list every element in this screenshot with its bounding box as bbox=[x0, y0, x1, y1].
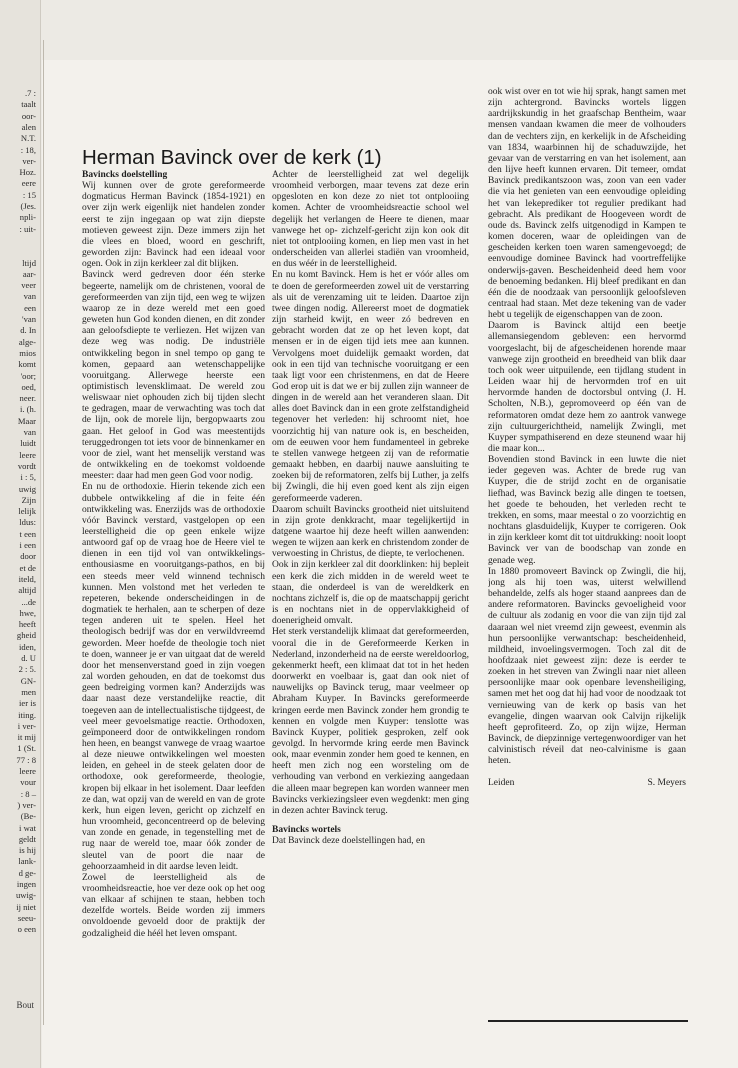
col3-paragraph-3: Bovendien stond Bavinck in een luwte die niet ieder gegeven was. Achter de brede rug van Kuyper, die de strijd zocht en de organisatie liefhad, was Bavinck bezig alle dingen te toetsen, het goede te behouden, het verleden recht te trekken, en soms, maar meestal o zo voorzichtig en nochtans glasduidelijk, Kuyper te corrigeren. Ook in zijn kerkleer komt dit tot uitdrukking: nooit loopt Bavinck ver van de boodschap van zonde en genade weg. bbox=[488, 455, 686, 566]
margin-fragment: ver- bbox=[22, 155, 36, 166]
margin-fragment: uwig bbox=[18, 483, 36, 494]
margin-fragment: luidt bbox=[20, 438, 36, 449]
col2-paragraph-5: Het sterk verstandelijk klimaat dat gereformeerden, vooral die in de Gereformeerde Kerken in Nederland, inzonderheid na de eerste wereldoorlog, gekenmerkt heeft, een klimaat dat tot in het heden doorwerkt en voelbaar is, gaat dan ook niet of nauwelijks op Bavinck terug, maar veelmeer op Abraham Kuyper. In Bavincks gereformeerde kringen eerde men Bavinck zonder hem grondig te kennen en volgde men Kuyper: tenslotte was Bavinck Kuyper, politiek gesproken, zelf ook gevolgd. In hervormde kring eerde men Bavinck ook, maar evenmin zonder hem goed te kennen, en heeft men zich nog een worsteling om de verhouding van verbond en verkiezing aangedaan die alleen maar begrepen kan worden wanneer men Bavincks verkiezingsleer even wegdenkt: men ging in dezen achter Bavinck terug. bbox=[272, 627, 469, 816]
margin-fragment: o een bbox=[17, 924, 36, 935]
margin-fragment: ) ver- bbox=[17, 799, 36, 810]
margin-fragment: 77 : 8 bbox=[16, 754, 36, 765]
margin-fragment: it mij bbox=[17, 732, 36, 743]
margin-fragment: i wat bbox=[19, 822, 36, 833]
margin-fragment: i. (h. bbox=[20, 404, 36, 415]
margin-fragment: men bbox=[21, 686, 36, 697]
margin-fragment: seeu- bbox=[17, 912, 36, 923]
margin-fragment: d. In bbox=[20, 325, 36, 336]
margin-fragment: d. U bbox=[21, 653, 36, 663]
margin-fragment: Maar bbox=[17, 415, 36, 426]
margin-fragment: vour bbox=[20, 777, 36, 788]
margin-fragment: et de bbox=[19, 562, 36, 573]
margin-fragment: (Be- bbox=[20, 811, 36, 822]
margin-fragment: veer bbox=[21, 280, 36, 291]
margin-fragment: gheid bbox=[16, 630, 36, 641]
article-title: Herman Bavinck over de kerk (1) bbox=[82, 146, 382, 169]
margin-fragment: npli- bbox=[19, 212, 36, 223]
margin-fragment: ij niet bbox=[16, 901, 36, 912]
margin-fragment: ltijd bbox=[22, 257, 36, 268]
col3-paragraph-4: In 1880 promoveert Bavinck op Zwingli, die hij, jong als hij toen was, uiterst welwillend behandelde, zelfs als hoger staand aanprees dan de andere reformatoren. Bavincks gevoeligheid voor de cultuur als zodanig en voor die van zijn tijd zal daaraan wel niet vreemd zijn geweest, evenmin als hun persoonlijke verwantschap: bescheidenheid, mildheid, invoelingsvermogen. Toch zal dit de hoofdzaak niet geweest zijn: deze is eerder te zoeken in het streven van Zwingli naar niet alleen persoonlijke maar ook openbare levensheiliging, samen met het oog dat hij had voor de noodzaak tot vernieuwing van de kerk op basis van het evangelie, dingen waarvan ook Calvijn rijkelijk heeft geprofiteerd. Zo, op zijn wijze, Herman Bavinck, de diepzinnige vertegenwoordiger van het calvinistisch réveil dat neo-calvinisme is gaan heten. bbox=[488, 566, 686, 767]
margin-fragment: i ver- bbox=[17, 720, 36, 731]
column-3 bbox=[488, 87, 686, 967]
column-2 bbox=[272, 170, 469, 1040]
margin-fragment: een bbox=[24, 302, 36, 313]
margin-fragment: : 8 – bbox=[20, 788, 36, 799]
margin-fragment: 2 : 5. bbox=[18, 664, 36, 675]
margin-fragment: geldt bbox=[18, 833, 36, 844]
margin-fragment: alge- bbox=[18, 336, 36, 347]
margin-fragment: GN- bbox=[20, 675, 36, 686]
margin-fragment: neer. bbox=[19, 393, 36, 404]
margin-fragment: lank- bbox=[18, 856, 36, 867]
margin-fragment: oor- bbox=[21, 110, 36, 121]
margin-fragment: ldus: bbox=[19, 517, 36, 528]
col1-paragraph-4: Zowel de leerstelligheid als de vroomheidsreactie, hoe ver deze ook op het oog van elkaar af schijnen te staan, hebben toch dezelfde wortels. Beide worden zij immers onvoldoende gevoeld door de praktijk der godzaligheid die héél het leven omspant. bbox=[82, 872, 265, 939]
signature-author: S. Meyers bbox=[647, 777, 686, 788]
margin-fragment: : 15 bbox=[22, 189, 36, 200]
signature bbox=[488, 778, 686, 789]
margin-fragment: t een bbox=[19, 528, 36, 539]
margin-fragment: i een bbox=[19, 540, 36, 550]
margin-fragment: (Jes. bbox=[20, 201, 36, 211]
margin-fragment: van bbox=[23, 427, 36, 437]
margin-fragment: komt bbox=[18, 359, 36, 370]
page-gutter-line bbox=[43, 40, 44, 1025]
margin-fragment: aar- bbox=[22, 268, 36, 279]
section-heading-doelstelling: Bavincks doelstelling bbox=[82, 170, 168, 180]
margin-fragment: .7 : bbox=[25, 88, 36, 98]
col2-paragraph-3: Daarom schuilt Bavincks grootheid niet uitsluitend in zijn grote denkkracht, maar tegelijkertijd in datgene waartoe hij deze heeft willen aanwenden: wegen te wijzen aan kerk en christendom zonder de verwoesting in Christus, de diepte, te verlochenen. bbox=[272, 504, 469, 560]
col1-paragraph-2: Bavinck werd gedreven door één sterke begeerte, namelijk om de christenen, vooral de gereformeerden van zijn tijd, een weg te wijzen waarop ze in deze wereld met een goed geweten hun God konden dienen, en dit zonder aan geloofsdiepte te verliezen. Het wijzen van deze weg was nodig. De industriële ontwikkeling begon in snel tempo op gang te komen, gepaard aan wetenschappelijke vooruitgang. Allerwege heerste een optimistisch levensklimaat. De wereld zou weliswaar niet ophouden zich bij tijden slecht te gedragen, maar de verwachting was toch dat de lijn, ook de morele lijn, bergopwaarts zou gaan. Het geloof in God was meestentijds teruggedrongen tot iets voor de binnenkamer en voor de ziel, want het menselijk verstand was de ontwikkeling en de toekomst voldoende meester: daar had men geen God voor nodig. bbox=[82, 270, 265, 482]
margin-fragment: ...de bbox=[21, 596, 36, 607]
margin-fragment: N.T. bbox=[20, 133, 36, 144]
margin-fragment: 'oor; bbox=[20, 370, 36, 381]
column-1 bbox=[82, 170, 265, 1010]
adjacent-page-margin bbox=[0, 0, 41, 1068]
margin-fragment: 'van bbox=[22, 314, 36, 324]
margin-fragment: 1 (St. bbox=[17, 743, 36, 754]
margin-fragment: hwe, bbox=[19, 607, 36, 618]
margin-fragment: d ge- bbox=[18, 867, 36, 878]
margin-fragment: is hij bbox=[19, 845, 36, 856]
margin-fragment: leere bbox=[19, 766, 36, 776]
margin-fragment: : 18, bbox=[20, 144, 36, 155]
margin-bout: Bout bbox=[16, 1000, 34, 1010]
margin-fragment: oed, bbox=[21, 381, 36, 392]
margin-fragment: heeft bbox=[18, 619, 36, 630]
margin-fragment: uwig- bbox=[15, 890, 36, 901]
col1-paragraph-3: En nu de orthodoxie. Hierin tekende zich een dubbele ontwikkeling af die in feite één ontwikkeling was. Enerzijds was de orthodoxie vóór Bavinck verstard, vastgelopen op een leerstelligheid die op geen enkele wijze antwoord gaf op de vraag hoe de Heere viel te dienen in een tijd vol van ontwikkelings-enthousiasme en vooruitgangs-pathos, en bij een steeds meer veld winnend technisch kunnen. Men volstond met het verleden te repeteren, bekende onderscheidingen in de dogmatiek te herhalen, aan te scherpen of deze tegen anderen uit te spelen. Heel het theologisch bedrijf was dor en verwildvreemd geworden. Meer hoefde de theologie toch niet te doen, wanneer je er van uitgaat dat de wereld door het mensenverstand goed in zijn voegen zal worden gehouden, en dat de toekomst dus geen bedreiging vormen kan? Anderzijds was daar naast deze verstandelijke reactie, dit toegeven aan de intellectualistische tijdgeest, de veel meer gevoelsmatige reactie. Orthodoxen, geïmponeerd door de ontwikkelingen rondom hen heen, en beangst vanwege de vraag waartoe al deze nieuwe ontwikkelingen wel moesten leiden, en geheel in de steek gelaten door de orthodoxe, ook gereformeerde, theologie, kropen bij elkaar in het isolement. Daar leefden ze dan, wat opzij van de wereld en van de grote kerk, hun eigen leven, gericht op zichzelf en hun vroomheid, geconcentreerd op de beleving van zonde en genade, in tegenstelling met de rug naar de wereld toe, maar óók zonder de sleutel van de poort die naar de gehoorzaamheid in dit aardse leven leidt. bbox=[82, 482, 265, 872]
col2-paragraph-1: Achter de leerstelligheid zat wel degelijk vroomheid verborgen, maar tevens zat deze erin opgesloten en kon deze zo niet tot ontplooiing komen. Achter de vroomheidsreactie school wel degelijk het verlangen de Heere te dienen, maar vanwege het op- zichzelf-gericht zijn kon ook dit niet tot ontplooiing komen, en liep men vast in het onderscheiden van allerlei stadiën van vroomheid, en dus wéér in de leerstelligheid. bbox=[272, 170, 469, 270]
margin-fragment: vordt bbox=[17, 460, 36, 471]
margin-fragment: iteld, bbox=[18, 573, 36, 584]
margin-fragment: door bbox=[20, 551, 36, 562]
margin-fragment: mios bbox=[19, 347, 36, 358]
margin-fragment: van bbox=[23, 291, 36, 302]
margin-fragment: altijd bbox=[18, 585, 36, 596]
margin-fragment: eere bbox=[21, 178, 36, 189]
col2-section2-lead: Dat Bavinck deze doelstellingen had, en bbox=[272, 836, 426, 847]
col1-paragraph-1: Wij kunnen over de grote gereformeerde dogmaticus Herman Bavinck (1854-1921) en over zijn werk eigenlijk niet handelen zonder eerst te zijn ingegaan op wat zijn diepste motieven geweest zijn. Deze immers zijn het die vlees en bloed, woord en geschrift, geworden zijn: Bavinck had een ideaal voor ogen. Ook in zijn kerkleer zal dit blijken. bbox=[82, 181, 265, 270]
section-heading-wortels: Bavincks wortels bbox=[272, 825, 341, 836]
margin-fragment: iting. bbox=[18, 709, 36, 720]
margin-fragment: iden, bbox=[19, 641, 36, 652]
margin-fragment: lelijk bbox=[18, 506, 36, 517]
margin-fragment: i : 5, bbox=[20, 472, 36, 483]
margin-fragment: alen bbox=[21, 121, 36, 132]
margin-fragment: Hoz. bbox=[19, 167, 36, 178]
margin-fragment: leere bbox=[19, 449, 36, 460]
col3-paragraph-2: Daarom is Bavinck altijd een beetje allemansiegendom gebleven: een hervormd voorgeslacht, bij de afgescheidenen horende maar vanwege zijn grootheid en breedheid van blik daar toch ook weer uitpuilende, een tijdlang student in Leiden waar hij de hervormden trof en uit hervormde handen de doctorsbul ontving (J. H. Scholten, N.B.), gepromoveerd op één van de reformatoren omdat deze hem zo aantrok vanwege zijn cultuurgerichtheid, namelijk Zwingli, met Kuyper sympathiserend en deze steunend waar hij die maar kon... bbox=[488, 321, 686, 454]
col2-paragraph-4: Ook in zijn kerkleer zal dit doorklinken: hij bepleit een kerk die zich midden in de wereld weet te staan, die onderdeel is van de wereldkerk en nochtans zichzelf is, die op de maatschappij gericht is en nochtans niet in de oppervlakkigheid of doenerigheid omvalt. bbox=[272, 560, 469, 627]
margin-fragment: ier is bbox=[19, 698, 36, 709]
margin-fragment: taalt bbox=[21, 99, 36, 110]
closing-rule bbox=[488, 1020, 688, 1022]
margin-fragment: ingen bbox=[16, 879, 36, 889]
margin-fragment: : uit- bbox=[19, 223, 36, 234]
signature-place: Leiden bbox=[488, 777, 515, 788]
col3-paragraph-1: ook wist over en tot wie hij sprak, hangt samen met zijn achtergrond. Bavincks wortels liggen aardrijkskundig in het graafschap Bentheim, waar mensen vandaan kwamen die meer de volhouders dan de vechters zijn, en kerkelijk in de Afscheiding van 1834, waarbinnen hij de schaduwzijde, het gevaar van de verstarring en van het isolement, aan den lijve heeft kunnen ervaren. Dit temeer, omdat Bavinck predikantszoon was, zoon van een vader die via het genieten van een eenvoudige opleiding het van lekeprediker tot regulier predikant had gebracht. Als predikant de Hoogeveen wordt de oude ds. Bavinck zelfs uitgenodigd in Kampen te komen doceren, waar de opleidingen van de gescheiden kerken toen waren samengevoegd; de eenvoudige dominee Bavinck had voortreffelijke onderwijs-gaven. Bescheidenheid deed hem voor de benoeming bedanken. Hij bleef predikant en dan één die de noodzaak van persoonlijk geloofsleven centraal had staan. Met deze tekening van de vader hebt u tegelijk de eigenschappen van de zoon. bbox=[488, 87, 686, 321]
margin-fragment: Zijn bbox=[21, 494, 36, 505]
col2-paragraph-2: En nu komt Bavinck. Hem is het er vóór alles om te doen de gereformeerden zowel uit de verstarring als uit de verenzaming uit te leiden. Daartoe zijn twee dingen nodig. Allereerst moet de dogmatiek zijn starheid kwijt, en weer zó bedreven en gebracht worden dat ze op het leven kopt, dat mensen er in de eigen tijd iets mee aan kunnen. Vervolgens moet duidelijk gemaakt worden, dat ook in een tijd van technische vooruitgang er een taak ligt voor een christenmens, en dat de Heere God erop uit is dat we er bij zullen zijn wanneer de dingen in de wereld aan het veranderen slaan. Dit alles doet Bavinck dan in een grote zelfstandigheid tegenover het verleden: hij schroomt niet, hoe voorzichtig hij van nature ook is, en bescheiden, om de eeuwen voor hem fundamenteel in gebreke te stellen vanwege hetgeen zij van de reformatie gemaakt hebben, en daarbij nauwe aansluiting te zoeken bij de reformatoren, zelfs bij Luther, ja zelfs bij Zwingli, die hij even goed kent als zijn eigen gereformeerde vaderen. bbox=[272, 270, 469, 504]
